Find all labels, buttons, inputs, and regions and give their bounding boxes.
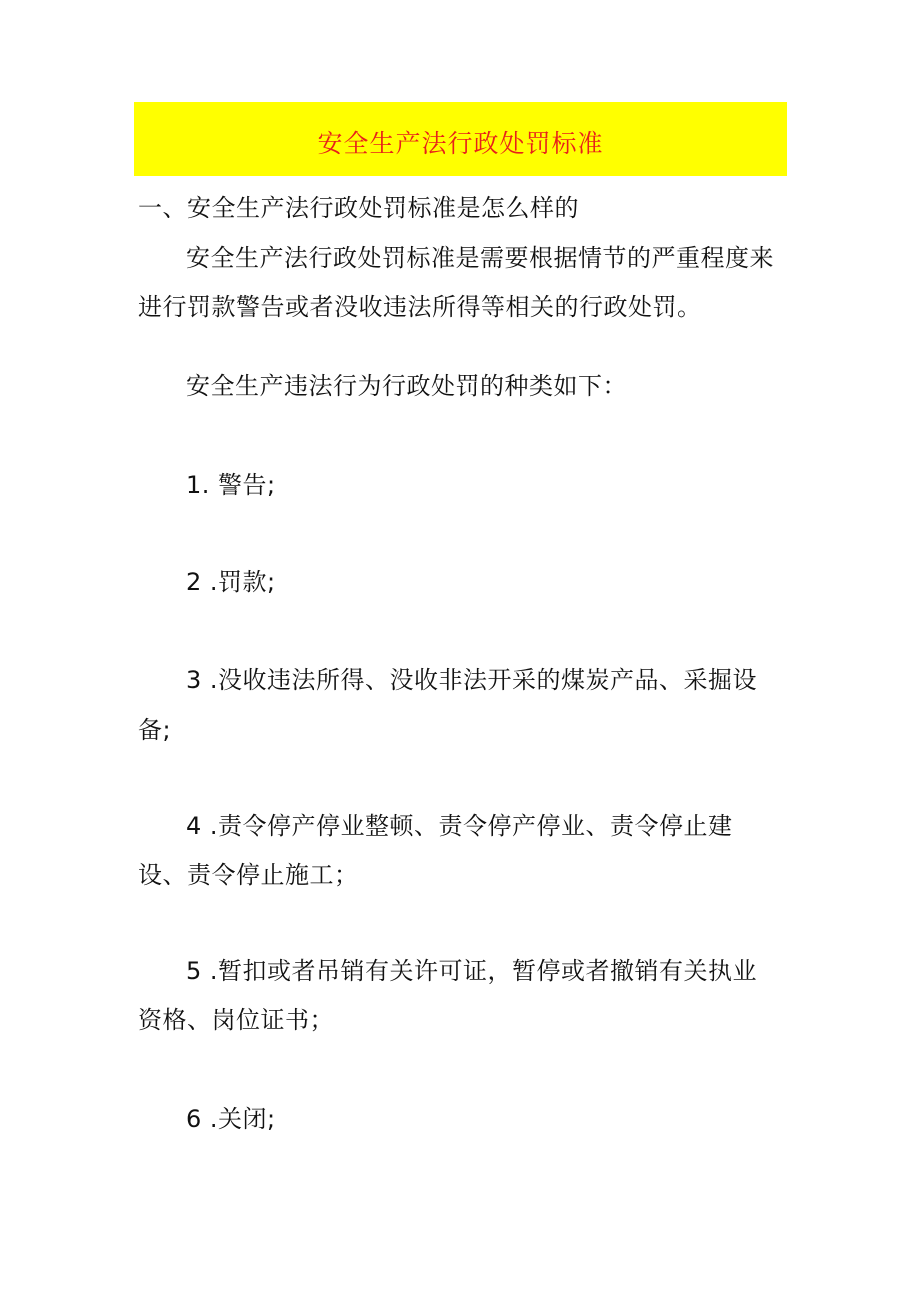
- document-title-banner: [134, 102, 787, 176]
- list-item-3-line-1: 3 .没收违法所得、没收非法开采的煤炭产品、采掘设: [186, 666, 758, 694]
- section-heading: 一、安全生产法行政处罚标准是怎么样的: [138, 194, 579, 222]
- list-item-5-line-1: 5 .暂扣或者吊销有关许可证，暂停或者撤销有关执业: [186, 957, 758, 985]
- intro-paragraph-line-2: 进行罚款警告或者没收违法所得等相关的行政处罚。: [138, 293, 702, 321]
- list-item-4-line-2: 设、责令停止施工；: [138, 861, 359, 889]
- list-item-1: 1. 警告;: [186, 471, 276, 499]
- intro-paragraph-line-1: 安全生产法行政处罚标准是需要根据情节的严重程度来: [186, 244, 774, 272]
- list-item-3-line-2: 备;: [138, 716, 172, 744]
- list-item-2: 2 .罚款;: [186, 568, 276, 596]
- list-item-4-line-1: 4 .责令停产停业整顿、责令停产停业、责令停止建: [186, 812, 733, 840]
- list-item-6: 6 .关闭;: [186, 1105, 276, 1133]
- document-title: 安全生产法行政处罚标准: [317, 129, 604, 158]
- list-item-5-line-2: 资格、岗位证书；: [138, 1006, 334, 1034]
- penalty-types-intro: 安全生产违法行为行政处罚的种类如下：: [186, 372, 627, 400]
